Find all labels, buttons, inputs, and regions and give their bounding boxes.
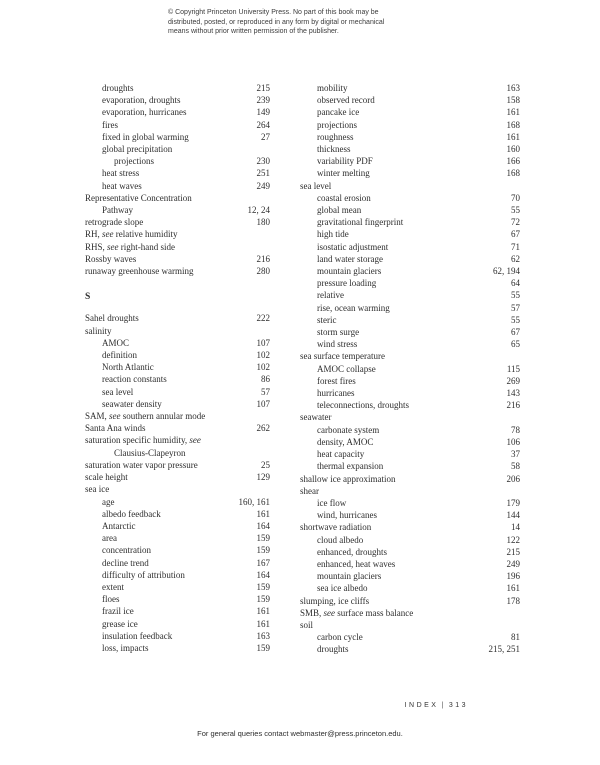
index-entry xyxy=(85,119,270,131)
index-entry xyxy=(85,82,270,94)
index-entry xyxy=(300,509,520,521)
entry-text: mountain glaciers xyxy=(317,571,382,582)
entry-text: fixed in global warming xyxy=(102,131,189,142)
entry-text: decline trend xyxy=(102,557,149,568)
index-entry xyxy=(300,204,520,216)
index-entry xyxy=(85,131,270,143)
index-entry xyxy=(300,375,520,387)
index-entry xyxy=(300,228,520,240)
index-entry xyxy=(85,228,270,240)
entry-text: difficulty of attribution xyxy=(102,569,185,580)
entry-text: heat capacity xyxy=(317,449,365,460)
entry-text: carbonate system xyxy=(317,424,380,435)
entry-text: density, AMOC xyxy=(317,436,374,447)
index-entry xyxy=(85,581,270,593)
entry-page: 81 xyxy=(511,632,520,643)
index-entry xyxy=(300,521,520,533)
entry-text: albedo feedback xyxy=(102,508,161,519)
entry-text: enhanced, droughts xyxy=(317,546,387,557)
index-entry xyxy=(85,373,270,385)
entry-text: isostatic adjustment xyxy=(317,241,389,252)
entry-page: 129 xyxy=(256,472,270,483)
entry-text: variability PDF xyxy=(317,156,373,167)
entry-text: sea ice xyxy=(85,484,110,495)
entry-text: scale height xyxy=(85,472,128,483)
entry-page: 206 xyxy=(506,473,520,484)
index-entry xyxy=(300,607,520,619)
entry-page: 158 xyxy=(506,95,520,106)
index-entry xyxy=(300,302,520,314)
index-entry xyxy=(85,312,270,324)
entry-page: 163 xyxy=(506,83,520,93)
index-entry xyxy=(85,557,270,569)
entry-page: 159 xyxy=(256,545,270,556)
index-entry xyxy=(300,338,520,350)
entry-page: 167 xyxy=(256,557,270,568)
entry-text: Antarctic xyxy=(102,520,136,531)
index-entry xyxy=(85,143,270,155)
index-entry xyxy=(85,605,270,617)
index-entry xyxy=(300,106,520,118)
entry-text: heat waves xyxy=(102,180,142,191)
entry-page: 249 xyxy=(256,180,270,191)
entry-page: 264 xyxy=(256,119,270,130)
index-entry xyxy=(85,325,270,337)
entry-page: 122 xyxy=(506,534,520,545)
index-entry xyxy=(300,216,520,228)
entry-page: 251 xyxy=(256,168,270,179)
entry-page: 70 xyxy=(511,192,520,203)
index-entry xyxy=(300,180,520,192)
entry-text: evaporation, droughts xyxy=(102,95,181,106)
entry-text: pressure loading xyxy=(317,278,377,289)
index-entry xyxy=(300,534,520,546)
entry-text: salinity xyxy=(85,325,112,336)
index-entry xyxy=(85,253,270,265)
index-entry xyxy=(85,593,270,605)
entry-page: 58 xyxy=(511,461,520,472)
entry-text: teleconnections, droughts xyxy=(317,400,409,411)
index-entry xyxy=(300,570,520,582)
index-entry xyxy=(85,94,270,106)
entry-page: 55 xyxy=(511,290,520,301)
entry-page: 222 xyxy=(256,313,270,324)
entry-text: RHS, see right-hand side xyxy=(85,241,176,252)
entry-page: 180 xyxy=(256,217,270,228)
entry-text: fires xyxy=(102,119,118,130)
index-entry xyxy=(85,434,270,446)
index-entry xyxy=(300,473,520,485)
entry-text: projections xyxy=(317,119,357,130)
index-entry xyxy=(85,471,270,483)
entry-text: global precipitation xyxy=(102,144,173,155)
entry-page: 269 xyxy=(506,375,520,386)
entry-text: thickness xyxy=(317,144,351,155)
entry-page: 160, 161 xyxy=(238,496,270,507)
entry-text: land water storage xyxy=(317,253,383,264)
running-footer xyxy=(405,702,468,709)
entry-text: insulation feedback xyxy=(102,630,173,641)
entry-text: sea ice albedo xyxy=(317,583,368,594)
entry-page: 161 xyxy=(506,107,520,118)
index-entry xyxy=(300,460,520,472)
index-entry xyxy=(85,241,270,253)
entry-text: Pathway xyxy=(102,205,133,216)
entry-text: seawater density xyxy=(102,398,162,409)
entry-page: 107 xyxy=(256,337,270,348)
entry-page: 249 xyxy=(506,558,520,569)
contact-line: For general queries contact webmaster@press.princeton.edu. xyxy=(197,729,403,738)
entry-text: pancake ice xyxy=(317,107,360,118)
entry-text: heat stress xyxy=(102,168,140,179)
entry-page: 280 xyxy=(256,266,270,277)
index-entry xyxy=(300,436,520,448)
index-entry xyxy=(85,192,270,204)
entry-page: 144 xyxy=(506,510,520,521)
index-entry xyxy=(85,265,270,277)
entry-text: wind, hurricanes xyxy=(317,510,377,521)
entry-text: retrograde slope xyxy=(85,217,144,228)
entry-page: 164 xyxy=(256,520,270,531)
entry-page: 160 xyxy=(506,144,520,155)
entry-text: steric xyxy=(317,314,337,325)
entry-page: 65 xyxy=(511,339,520,350)
entry-page: 178 xyxy=(506,595,520,606)
entry-page: 179 xyxy=(506,497,520,508)
index-columns xyxy=(85,82,520,656)
entry-page: 159 xyxy=(256,581,270,592)
index-entry xyxy=(300,363,520,375)
entry-page: 161 xyxy=(256,508,270,519)
index-entry xyxy=(300,241,520,253)
index-entry xyxy=(300,448,520,460)
entry-page: 55 xyxy=(511,314,520,325)
index-entry xyxy=(85,496,270,508)
entry-page: 215 xyxy=(256,83,270,93)
entry-text: roughness xyxy=(317,131,354,142)
entry-page: 161 xyxy=(506,583,520,594)
index-entry xyxy=(300,289,520,301)
index-entry xyxy=(85,508,270,520)
entry-text: frazil ice xyxy=(102,606,134,617)
entry-text: coastal erosion xyxy=(317,192,371,203)
index-entry xyxy=(85,361,270,373)
index-entry xyxy=(300,411,520,423)
entry-page: 86 xyxy=(261,374,270,385)
entry-text: area xyxy=(102,533,117,544)
entry-text: cloud albedo xyxy=(317,534,364,545)
entry-text: seawater xyxy=(300,412,332,423)
copyright-notice xyxy=(168,8,432,37)
entry-page: 37 xyxy=(511,449,520,460)
index-entry xyxy=(300,558,520,570)
entry-page: 163 xyxy=(256,630,270,641)
index-entry xyxy=(300,643,520,655)
entry-text: thermal expansion xyxy=(317,461,384,472)
index-entry xyxy=(300,631,520,643)
index-entry xyxy=(85,520,270,532)
entry-text: reaction constants xyxy=(102,374,167,385)
index-page xyxy=(0,8,600,738)
index-entry xyxy=(300,253,520,265)
index-entry xyxy=(85,618,270,630)
index-entry xyxy=(300,546,520,558)
entry-text: mobility xyxy=(317,83,348,93)
entry-page: 64 xyxy=(511,278,520,289)
running-head: INDEX xyxy=(404,702,439,709)
entry-text: sea level xyxy=(102,386,134,397)
page-number: 313 xyxy=(448,702,468,709)
index-entry xyxy=(85,532,270,544)
entry-page: 14 xyxy=(511,522,520,533)
entry-text: mountain glaciers xyxy=(317,266,382,277)
entry-page: 67 xyxy=(511,229,520,240)
entry-text: enhanced, heat waves xyxy=(317,558,396,569)
entry-page: 161 xyxy=(256,618,270,629)
index-entry xyxy=(85,410,270,422)
entry-text: global mean xyxy=(317,205,362,216)
entry-text: observed record xyxy=(317,95,375,106)
index-entry xyxy=(85,544,270,556)
index-entry xyxy=(85,447,270,459)
entry-text: floes xyxy=(102,594,120,605)
index-entry xyxy=(85,106,270,118)
entry-page: 161 xyxy=(256,606,270,617)
section-header: S xyxy=(85,292,91,303)
entry-text: high tide xyxy=(317,229,349,240)
entry-page: 168 xyxy=(506,168,520,179)
entry-text: saturation specific humidity, see xyxy=(85,435,201,446)
entry-text: winter melting xyxy=(317,168,370,179)
index-entry xyxy=(300,155,520,167)
index-column-left xyxy=(85,82,270,656)
entry-text: sea surface temperature xyxy=(300,351,385,362)
entry-page: 107 xyxy=(256,398,270,409)
entry-page: 262 xyxy=(256,423,270,434)
entry-page: 78 xyxy=(511,424,520,435)
entry-page: 161 xyxy=(506,131,520,142)
entry-page: 159 xyxy=(256,594,270,605)
footer-divider: | xyxy=(441,702,446,709)
entry-text: carbon cycle xyxy=(317,632,363,643)
entry-text: slumping, ice cliffs xyxy=(300,595,370,606)
index-entry xyxy=(85,155,270,167)
index-entry xyxy=(85,216,270,228)
entry-text: wind stress xyxy=(317,339,358,350)
index-entry xyxy=(300,143,520,155)
index-entry xyxy=(85,422,270,434)
entry-text: AMOC collapse xyxy=(317,363,376,374)
entry-page: 62, 194 xyxy=(493,266,520,277)
entry-page: 27 xyxy=(261,131,270,142)
entry-text: definition xyxy=(102,350,137,361)
entry-text: AMOC xyxy=(102,337,130,348)
index-entry xyxy=(300,94,520,106)
entry-text: runaway greenhouse warming xyxy=(85,266,194,277)
entry-page: 67 xyxy=(511,327,520,338)
entry-page: 168 xyxy=(506,119,520,130)
entry-text: Clausius-Clapeyron xyxy=(114,447,186,458)
entry-text: Representative Concentration xyxy=(85,192,192,203)
entry-text: shortwave radiation xyxy=(300,522,372,533)
entry-page: 166 xyxy=(506,156,520,167)
entry-text: evaporation, hurricanes xyxy=(102,107,187,118)
entry-text: droughts xyxy=(317,644,349,655)
entry-page: 72 xyxy=(511,217,520,228)
index-entry xyxy=(85,349,270,361)
entry-page: 239 xyxy=(256,95,270,106)
entry-page: 159 xyxy=(256,642,270,653)
index-entry xyxy=(300,192,520,204)
entry-text: gravitational fingerprint xyxy=(317,217,404,228)
entry-page: 57 xyxy=(511,302,520,313)
entry-page: 115 xyxy=(506,363,520,374)
entry-page: 164 xyxy=(256,569,270,580)
entry-text: hurricanes xyxy=(317,388,355,399)
index-entry xyxy=(300,314,520,326)
index-entry xyxy=(85,337,270,349)
entry-page: 106 xyxy=(506,436,520,447)
index-entry xyxy=(85,204,270,216)
entry-page: 196 xyxy=(506,571,520,582)
entry-text: projections xyxy=(114,156,154,167)
index-entry xyxy=(85,642,270,654)
entry-page: 62 xyxy=(511,253,520,264)
index-entry xyxy=(300,350,520,362)
copyright-line: means without prior written permission of the publisher. xyxy=(168,28,339,36)
entry-page: 215 xyxy=(506,546,520,557)
entry-text: rise, ocean warming xyxy=(317,302,390,313)
index-entry xyxy=(300,582,520,594)
entry-text: soil xyxy=(300,619,314,630)
entry-page: 216 xyxy=(506,400,520,411)
copyright-line: © Copyright Princeton University Press. No part of this book may be xyxy=(168,9,379,16)
entry-text: Rossby waves xyxy=(85,253,137,264)
index-entry xyxy=(300,387,520,399)
entry-page: 149 xyxy=(256,107,270,118)
copyright-line: distributed, posted, or reproduced in any form by digital or mechanical xyxy=(168,18,385,26)
entry-text: forest fires xyxy=(317,375,356,386)
entry-text: storm surge xyxy=(317,327,360,338)
index-entry xyxy=(85,569,270,581)
index-entry xyxy=(85,167,270,179)
index-entry xyxy=(85,630,270,642)
entry-page: 143 xyxy=(506,388,520,399)
entry-text: saturation water vapor pressure xyxy=(85,459,198,470)
entry-page: 25 xyxy=(261,459,270,470)
index-entry xyxy=(85,386,270,398)
entry-text: age xyxy=(102,496,115,507)
entry-text: concentration xyxy=(102,545,151,556)
entry-text: North Atlantic xyxy=(102,362,154,373)
index-entry xyxy=(300,485,520,497)
index-entry xyxy=(300,131,520,143)
entry-text: droughts xyxy=(102,83,134,93)
entry-page: 71 xyxy=(511,241,520,252)
entry-page: 230 xyxy=(256,156,270,167)
index-entry xyxy=(300,265,520,277)
index-entry xyxy=(300,497,520,509)
entry-text: shallow ice approximation xyxy=(300,473,396,484)
entry-page: 55 xyxy=(511,205,520,216)
index-entry xyxy=(300,277,520,289)
entry-page: 102 xyxy=(256,362,270,373)
index-entry xyxy=(300,619,520,631)
index-entry xyxy=(85,459,270,471)
index-entry xyxy=(300,424,520,436)
entry-text: SAM, see southern annular mode xyxy=(85,411,206,422)
entry-page: 215, 251 xyxy=(488,644,520,655)
entry-page: 159 xyxy=(256,533,270,544)
entry-text: SMB, see surface mass balance xyxy=(300,607,414,618)
entry-text: grease ice xyxy=(102,618,138,629)
entry-page: 12, 24 xyxy=(247,205,270,216)
index-column-right xyxy=(300,82,520,656)
entry-page: 216 xyxy=(256,253,270,264)
entry-text: ice flow xyxy=(317,497,347,508)
index-entry xyxy=(300,119,520,131)
index-entry xyxy=(300,167,520,179)
entry-text: relative xyxy=(317,290,344,301)
index-entry xyxy=(300,82,520,94)
index-entry xyxy=(85,398,270,410)
entry-text: shear xyxy=(300,485,319,496)
index-entry xyxy=(300,326,520,338)
entry-page: 102 xyxy=(256,350,270,361)
index-entry xyxy=(300,595,520,607)
entry-text: RH, see relative humidity xyxy=(85,229,178,240)
index-entry xyxy=(85,180,270,192)
entry-text: sea level xyxy=(300,180,332,191)
index-entry xyxy=(85,483,270,495)
entry-text: loss, impacts xyxy=(102,642,149,653)
entry-page: 57 xyxy=(261,386,270,397)
index-entry xyxy=(300,399,520,411)
entry-text: Sahel droughts xyxy=(85,313,139,324)
entry-text: extent xyxy=(102,581,124,592)
entry-text: Santa Ana winds xyxy=(85,423,146,434)
